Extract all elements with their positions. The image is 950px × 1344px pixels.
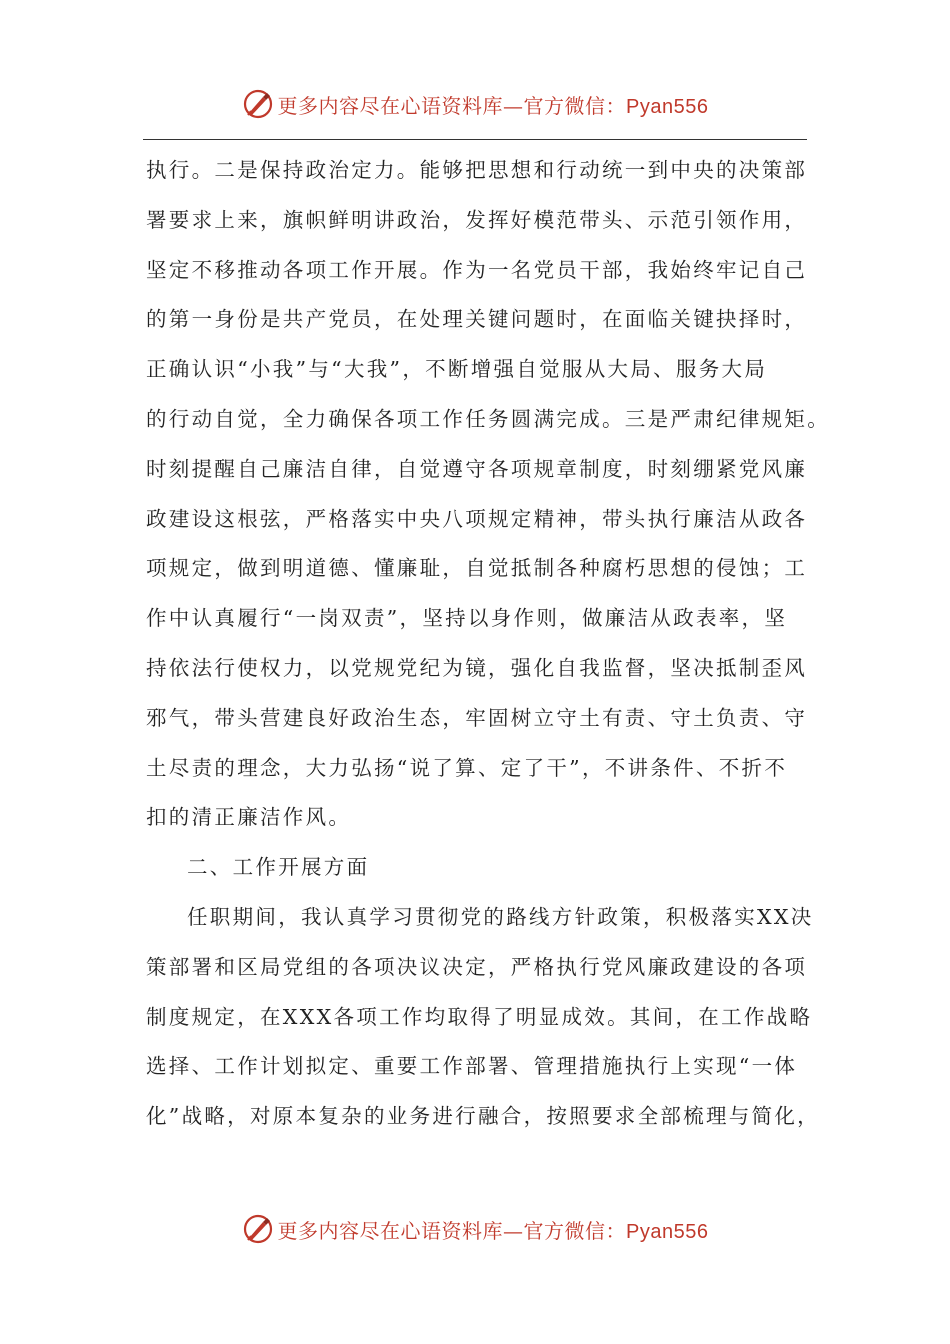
body-line: 项规定，做到明道德、懂廉耻，自觉抵制各种腐朽思想的侵蚀；工 — [146, 556, 808, 581]
body-line: 执行。二是保持政治定力。能够把思想和行动统一到中央的决策部 — [146, 158, 808, 182]
body-line: 署要求上来，旗帜鲜明讲政治，发挥好模范带头、示范引领作用， — [146, 207, 808, 232]
header-banner-cn: 更多内容尽在心语资料库—官方微信： — [277, 93, 627, 118]
footer-banner — [0, 1209, 950, 1249]
header-banner-id: Pyan556 — [626, 95, 709, 118]
pen-logo-icon — [242, 88, 274, 120]
section-line: 任职期间，我认真学习贯彻党的路线方针政策，积极落实XX决 — [187, 904, 814, 929]
pen-logo-icon — [242, 1213, 274, 1245]
section-line: 制度规定，在XXX各项工作均取得了明显成效。其间，在工作战略 — [146, 1004, 813, 1029]
header-banner — [0, 84, 950, 124]
body-line: 扣的清正廉洁作风。 — [146, 805, 352, 830]
footer-banner-id: Pyan556 — [626, 1220, 709, 1243]
document-body — [146, 146, 830, 1142]
body-line: 邪气，带头营建良好政治生态，牢固树立守土有责、守土负责、守 — [146, 705, 808, 730]
body-line: 持依法行使权力，以党规党纪为镜，强化自我监督，坚决抵制歪风 — [146, 655, 808, 680]
body-line: 政建设这根弦，严格落实中央八项规定精神，带头执行廉洁从政各 — [146, 506, 808, 531]
body-line: 正确认识“小我”与“大我”，不断增强自觉服从大局、服务大局 — [146, 357, 768, 382]
body-line: 作中认真履行“一岗双责”，坚持以身作则，做廉洁从政表率，坚 — [146, 606, 788, 631]
footer-banner-text — [278, 1215, 709, 1244]
section-line: 化”战略，对原本复杂的业务进行融合，按照要求全部梳理与简化， — [146, 1104, 820, 1129]
section-line: 策部署和区局党组的各项决议决定，严格执行党风廉政建设的各项 — [146, 954, 808, 979]
body-line: 土尽责的理念，大力弘扬“说了算、定了干”，不讲条件、不折不 — [146, 755, 788, 780]
section-line: 选择、工作计划拟定、重要工作部署、管理措施执行上实现“一体 — [146, 1054, 798, 1079]
section-heading: 二、工作开展方面 — [187, 855, 370, 880]
header-divider — [143, 139, 807, 140]
body-line: 的行动自觉，全力确保各项工作任务圆满完成。三是严肃纪律规矩。 — [146, 406, 830, 431]
body-line: 时刻提醒自己廉洁自律，自觉遵守各项规章制度，时刻绷紧党风廉 — [146, 456, 808, 481]
footer-banner-cn: 更多内容尽在心语资料库—官方微信： — [277, 1218, 627, 1243]
body-line: 的第一身份是共产党员，在处理关键问题时，在面临关键抉择时， — [146, 307, 808, 332]
body-line: 坚定不移推动各项工作开展。作为一名党员干部，我始终牢记自己 — [146, 257, 808, 282]
header-banner-text — [278, 90, 709, 119]
